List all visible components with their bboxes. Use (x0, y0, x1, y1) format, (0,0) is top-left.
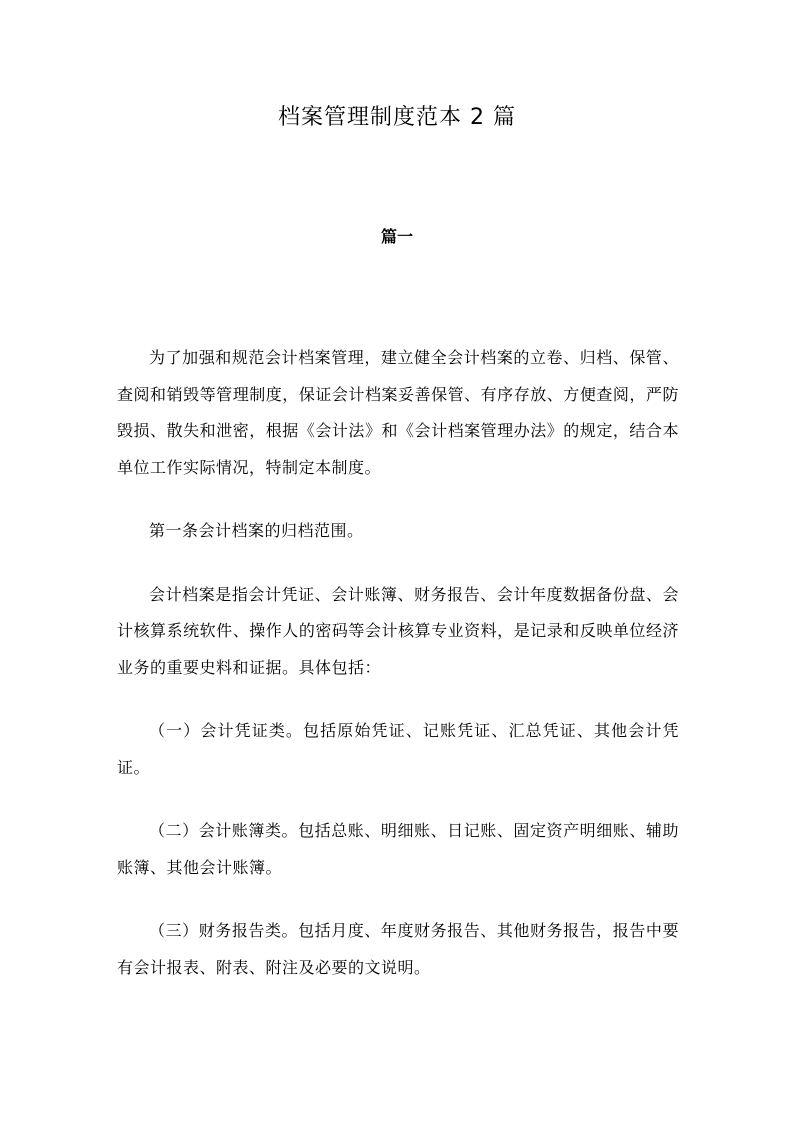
document-body (117, 340, 679, 1013)
definition-paragraph: 会计档案是指会计凭证、会计账簿、财务报告、会计年度数据备份盘、会计核算系统软件、操作人的密码等会计核算专业资料，是记录和反映单位经济业务的重要史料和证据。具体包括： (117, 584, 679, 677)
item-accounting-books: （二）会计账簿类。包括总账、明细账、日记账、固定资产明细账、辅助账簿、其他会计账簿。 (117, 821, 679, 877)
item-financial-reports: （三）财务报告类。包括月度、年度财务报告、其他财务报告，报告中要有会计报表、附表、附注及必要的文说明。 (117, 921, 679, 977)
item-accounting-vouchers: （一）会计凭证类。包括原始凭证、记账凭证、汇总凭证、其他会计凭证。 (117, 721, 679, 777)
article-heading: 第一条会计档案的归档范围。 (149, 521, 364, 540)
document-title: 档案管理制度范本 2 篇 (278, 105, 516, 130)
intro-paragraph: 为了加强和规范会计档案管理，建立健全会计档案的立卷、归档、保管、查阅和销毁等管理制度，保证会计档案妥善保管、有序存放、方便查阅，严防毁损、散失和泄密，根据《会计法》和《会计档案管理办法》的规定，结合本单位工作实际情况，特制定本制度。 (117, 348, 679, 477)
section-heading: 篇一 (380, 227, 413, 246)
